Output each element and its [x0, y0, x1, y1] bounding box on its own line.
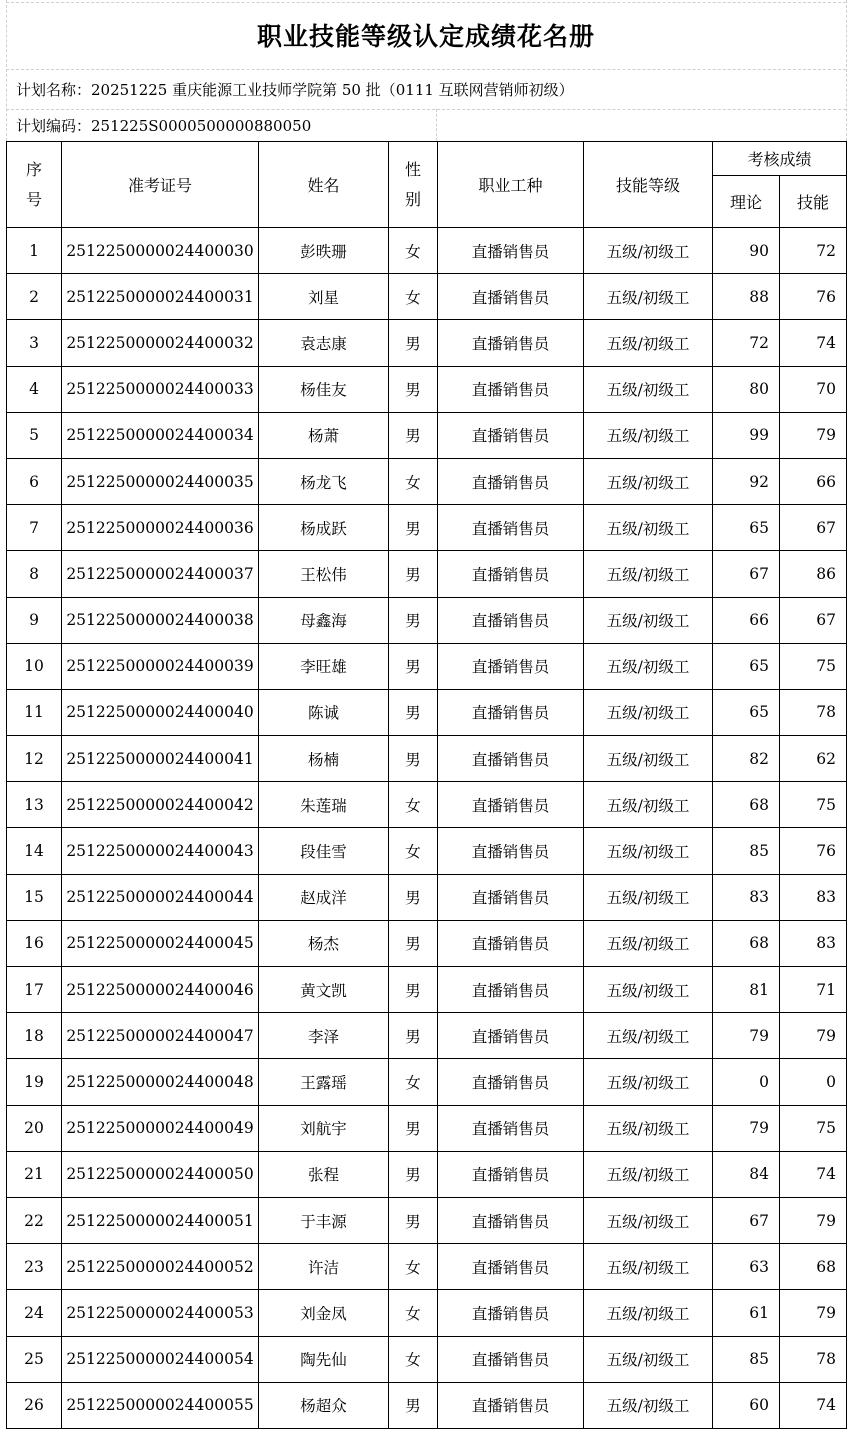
cell-gender: 男: [389, 1197, 438, 1243]
cell-exam-id: 2512250000024400053: [62, 1290, 259, 1336]
table-row: [7, 1105, 847, 1151]
cell-gender: 女: [389, 1244, 438, 1290]
table-row: [7, 643, 847, 689]
cell-occupation: 直播销售员: [438, 1105, 584, 1151]
table-row: [7, 228, 847, 274]
cell-occupation: 直播销售员: [438, 228, 584, 274]
cell-seq: 26: [7, 1382, 62, 1428]
table-row: [7, 274, 847, 320]
cell-skill: 83: [780, 920, 847, 966]
cell-occupation: 直播销售员: [438, 967, 584, 1013]
cell-gender: 女: [389, 274, 438, 320]
cell-exam-id: 2512250000024400050: [62, 1151, 259, 1197]
cell-seq: 20: [7, 1105, 62, 1151]
cell-exam-id: 2512250000024400042: [62, 782, 259, 828]
cell-occupation: 直播销售员: [438, 874, 584, 920]
cell-theory: 0: [713, 1059, 780, 1105]
cell-seq: 8: [7, 551, 62, 597]
cell-skill: 0: [780, 1059, 847, 1105]
cell-skill: 76: [780, 274, 847, 320]
cell-theory: 65: [713, 643, 780, 689]
cell-exam-id: 2512250000024400047: [62, 1013, 259, 1059]
cell-exam-id: 2512250000024400031: [62, 274, 259, 320]
cell-level: 五级/初级工: [584, 274, 713, 320]
cell-level: 五级/初级工: [584, 320, 713, 366]
cell-occupation: 直播销售员: [438, 1151, 584, 1197]
plan-name: 计划名称：20251225 重庆能源工业技师学院第 50 批（0111 互联网营销师初级）: [16, 81, 574, 99]
cell-name: 于丰源: [259, 1197, 389, 1243]
cell-skill: 71: [780, 967, 847, 1013]
cell-skill: 62: [780, 736, 847, 782]
cell-exam-id: 2512250000024400051: [62, 1197, 259, 1243]
cell-theory: 92: [713, 458, 780, 504]
cell-theory: 67: [713, 1197, 780, 1243]
table-row: [7, 782, 847, 828]
cell-skill: 76: [780, 828, 847, 874]
cell-gender: 女: [389, 228, 438, 274]
cell-occupation: 直播销售员: [438, 828, 584, 874]
cell-level: 五级/初级工: [584, 458, 713, 504]
cell-name: 李泽: [259, 1013, 389, 1059]
header-name: 姓名: [259, 142, 389, 228]
table-row: [7, 874, 847, 920]
cell-name: 王松伟: [259, 551, 389, 597]
cell-skill: 67: [780, 597, 847, 643]
cell-theory: 65: [713, 505, 780, 551]
cell-level: 五级/初级工: [584, 874, 713, 920]
cell-seq: 10: [7, 643, 62, 689]
cell-name: 刘航宇: [259, 1105, 389, 1151]
cell-name: 黄文凯: [259, 967, 389, 1013]
cell-skill: 70: [780, 366, 847, 412]
cell-seq: 13: [7, 782, 62, 828]
cell-occupation: 直播销售员: [438, 1290, 584, 1336]
cell-seq: 4: [7, 366, 62, 412]
cell-occupation: 直播销售员: [438, 920, 584, 966]
cell-name: 袁志康: [259, 320, 389, 366]
cell-exam-id: 2512250000024400048: [62, 1059, 259, 1105]
cell-theory: 80: [713, 366, 780, 412]
cell-exam-id: 2512250000024400034: [62, 412, 259, 458]
table-row: [7, 551, 847, 597]
cell-seq: 16: [7, 920, 62, 966]
cell-name: 许洁: [259, 1244, 389, 1290]
cell-level: 五级/初级工: [584, 1336, 713, 1382]
cell-seq: 23: [7, 1244, 62, 1290]
cell-exam-id: 2512250000024400054: [62, 1336, 259, 1382]
cell-level: 五级/初级工: [584, 1197, 713, 1243]
cell-occupation: 直播销售员: [438, 458, 584, 504]
grid-line: [436, 109, 437, 141]
cell-theory: 68: [713, 920, 780, 966]
table-row: [7, 412, 847, 458]
cell-gender: 男: [389, 1105, 438, 1151]
cell-occupation: 直播销售员: [438, 643, 584, 689]
table-row: [7, 828, 847, 874]
cell-gender: 男: [389, 320, 438, 366]
cell-theory: 88: [713, 274, 780, 320]
cell-skill: 78: [780, 689, 847, 735]
cell-gender: 男: [389, 736, 438, 782]
cell-seq: 21: [7, 1151, 62, 1197]
cell-name: 张程: [259, 1151, 389, 1197]
score-table: [6, 141, 847, 1429]
cell-exam-id: 2512250000024400044: [62, 874, 259, 920]
cell-skill: 68: [780, 1244, 847, 1290]
cell-occupation: 直播销售员: [438, 1244, 584, 1290]
cell-level: 五级/初级工: [584, 1105, 713, 1151]
cell-level: 五级/初级工: [584, 689, 713, 735]
table-row: [7, 320, 847, 366]
cell-skill: 74: [780, 1151, 847, 1197]
cell-name: 陶先仙: [259, 1336, 389, 1382]
table-row: [7, 689, 847, 735]
cell-skill: 67: [780, 505, 847, 551]
cell-occupation: 直播销售员: [438, 320, 584, 366]
cell-name: 杨龙飞: [259, 458, 389, 504]
cell-theory: 66: [713, 597, 780, 643]
cell-level: 五级/初级工: [584, 643, 713, 689]
cell-level: 五级/初级工: [584, 1244, 713, 1290]
cell-level: 五级/初级工: [584, 1013, 713, 1059]
table-row: [7, 1151, 847, 1197]
cell-seq: 5: [7, 412, 62, 458]
cell-theory: 99: [713, 412, 780, 458]
cell-gender: 男: [389, 551, 438, 597]
cell-name: 刘星: [259, 274, 389, 320]
cell-skill: 75: [780, 1105, 847, 1151]
cell-seq: 9: [7, 597, 62, 643]
cell-seq: 3: [7, 320, 62, 366]
cell-theory: 84: [713, 1151, 780, 1197]
cell-gender: 女: [389, 1336, 438, 1382]
table-row: [7, 366, 847, 412]
cell-occupation: 直播销售员: [438, 689, 584, 735]
cell-gender: 女: [389, 458, 438, 504]
cell-level: 五级/初级工: [584, 1059, 713, 1105]
cell-skill: 79: [780, 1197, 847, 1243]
cell-occupation: 直播销售员: [438, 505, 584, 551]
table-row: [7, 597, 847, 643]
cell-exam-id: 2512250000024400039: [62, 643, 259, 689]
cell-name: 陈诚: [259, 689, 389, 735]
cell-gender: 男: [389, 597, 438, 643]
cell-gender: 男: [389, 689, 438, 735]
header-exam-id: 准考证号: [62, 142, 259, 228]
table-row: [7, 1382, 847, 1428]
cell-seq: 6: [7, 458, 62, 504]
cell-occupation: 直播销售员: [438, 366, 584, 412]
cell-exam-id: 2512250000024400046: [62, 967, 259, 1013]
cell-theory: 63: [713, 1244, 780, 1290]
cell-skill: 86: [780, 551, 847, 597]
cell-skill: 79: [780, 1290, 847, 1336]
cell-level: 五级/初级工: [584, 828, 713, 874]
cell-name: 杨萧: [259, 412, 389, 458]
table-row: [7, 1059, 847, 1105]
cell-skill: 74: [780, 1382, 847, 1428]
cell-seq: 22: [7, 1197, 62, 1243]
cell-gender: 女: [389, 1290, 438, 1336]
cell-level: 五级/初级工: [584, 597, 713, 643]
cell-skill: 75: [780, 643, 847, 689]
cell-theory: 81: [713, 967, 780, 1013]
cell-theory: 85: [713, 828, 780, 874]
cell-theory: 79: [713, 1013, 780, 1059]
cell-exam-id: 2512250000024400055: [62, 1382, 259, 1428]
table-row: [7, 967, 847, 1013]
page-title: 职业技能等级认定成绩花名册: [256, 22, 595, 51]
cell-seq: 11: [7, 689, 62, 735]
cell-name: 赵成洋: [259, 874, 389, 920]
header-row: [7, 142, 847, 176]
table-row: [7, 458, 847, 504]
cell-level: 五级/初级工: [584, 551, 713, 597]
header-seq: 序 号: [7, 142, 62, 228]
cell-theory: 68: [713, 782, 780, 828]
cell-name: 彭昳珊: [259, 228, 389, 274]
cell-seq: 7: [7, 505, 62, 551]
cell-theory: 83: [713, 874, 780, 920]
cell-theory: 61: [713, 1290, 780, 1336]
table-row: [7, 736, 847, 782]
cell-name: 杨楠: [259, 736, 389, 782]
table-row: [7, 1013, 847, 1059]
cell-skill: 79: [780, 1013, 847, 1059]
cell-skill: 78: [780, 1336, 847, 1382]
cell-level: 五级/初级工: [584, 967, 713, 1013]
cell-skill: 72: [780, 228, 847, 274]
cell-occupation: 直播销售员: [438, 1059, 584, 1105]
table-row: [7, 505, 847, 551]
plan-code: 计划编码：251225S0000500000880050: [16, 117, 312, 135]
cell-seq: 19: [7, 1059, 62, 1105]
cell-level: 五级/初级工: [584, 228, 713, 274]
cell-level: 五级/初级工: [584, 1290, 713, 1336]
cell-exam-id: 2512250000024400030: [62, 228, 259, 274]
table-row: [7, 1336, 847, 1382]
cell-gender: 男: [389, 505, 438, 551]
cell-seq: 17: [7, 967, 62, 1013]
cell-exam-id: 2512250000024400043: [62, 828, 259, 874]
cell-occupation: 直播销售员: [438, 1336, 584, 1382]
header-skill: 技能: [780, 176, 847, 228]
cell-name: 刘金凤: [259, 1290, 389, 1336]
cell-seq: 25: [7, 1336, 62, 1382]
cell-exam-id: 2512250000024400040: [62, 689, 259, 735]
cell-level: 五级/初级工: [584, 782, 713, 828]
cell-gender: 男: [389, 643, 438, 689]
grid-line: [6, 109, 846, 110]
cell-exam-id: 2512250000024400033: [62, 366, 259, 412]
cell-theory: 82: [713, 736, 780, 782]
cell-occupation: 直播销售员: [438, 412, 584, 458]
cell-exam-id: 2512250000024400037: [62, 551, 259, 597]
cell-gender: 男: [389, 1382, 438, 1428]
cell-name: 杨佳友: [259, 366, 389, 412]
cell-level: 五级/初级工: [584, 1151, 713, 1197]
cell-name: 王露瑶: [259, 1059, 389, 1105]
cell-skill: 66: [780, 458, 847, 504]
header-level: 技能等级: [584, 142, 713, 228]
cell-theory: 85: [713, 1336, 780, 1382]
cell-theory: 90: [713, 228, 780, 274]
cell-name: 杨超众: [259, 1382, 389, 1428]
cell-seq: 12: [7, 736, 62, 782]
table-row: [7, 920, 847, 966]
cell-level: 五级/初级工: [584, 736, 713, 782]
table-row: [7, 1290, 847, 1336]
cell-occupation: 直播销售员: [438, 1197, 584, 1243]
cell-exam-id: 2512250000024400045: [62, 920, 259, 966]
cell-gender: 女: [389, 782, 438, 828]
header-theory: 理论: [713, 176, 780, 228]
cell-level: 五级/初级工: [584, 505, 713, 551]
cell-exam-id: 2512250000024400032: [62, 320, 259, 366]
header-occupation: 职业工种: [438, 142, 584, 228]
cell-name: 杨杰: [259, 920, 389, 966]
cell-gender: 男: [389, 874, 438, 920]
table-body: [7, 228, 847, 1429]
cell-occupation: 直播销售员: [438, 551, 584, 597]
cell-theory: 72: [713, 320, 780, 366]
cell-level: 五级/初级工: [584, 412, 713, 458]
cell-occupation: 直播销售员: [438, 274, 584, 320]
cell-skill: 74: [780, 320, 847, 366]
cell-seq: 2: [7, 274, 62, 320]
grid-line: [6, 69, 846, 70]
cell-gender: 女: [389, 828, 438, 874]
cell-seq: 18: [7, 1013, 62, 1059]
cell-level: 五级/初级工: [584, 366, 713, 412]
cell-skill: 83: [780, 874, 847, 920]
cell-gender: 女: [389, 1059, 438, 1105]
cell-occupation: 直播销售员: [438, 1013, 584, 1059]
cell-gender: 男: [389, 967, 438, 1013]
cell-gender: 男: [389, 412, 438, 458]
cell-exam-id: 2512250000024400038: [62, 597, 259, 643]
cell-gender: 男: [389, 1151, 438, 1197]
cell-level: 五级/初级工: [584, 1382, 713, 1428]
cell-gender: 男: [389, 1013, 438, 1059]
cell-gender: 男: [389, 920, 438, 966]
cell-seq: 15: [7, 874, 62, 920]
cell-skill: 75: [780, 782, 847, 828]
cell-name: 母鑫海: [259, 597, 389, 643]
cell-exam-id: 2512250000024400049: [62, 1105, 259, 1151]
header-score-group: 考核成绩: [713, 142, 847, 176]
cell-name: 段佳雪: [259, 828, 389, 874]
cell-seq: 24: [7, 1290, 62, 1336]
cell-exam-id: 2512250000024400041: [62, 736, 259, 782]
cell-name: 朱莲瑞: [259, 782, 389, 828]
cell-seq: 14: [7, 828, 62, 874]
cell-exam-id: 2512250000024400052: [62, 1244, 259, 1290]
table-row: [7, 1197, 847, 1243]
cell-exam-id: 2512250000024400035: [62, 458, 259, 504]
cell-name: 杨成跃: [259, 505, 389, 551]
cell-theory: 65: [713, 689, 780, 735]
cell-occupation: 直播销售员: [438, 736, 584, 782]
cell-theory: 79: [713, 1105, 780, 1151]
cell-occupation: 直播销售员: [438, 597, 584, 643]
cell-theory: 60: [713, 1382, 780, 1428]
cell-occupation: 直播销售员: [438, 782, 584, 828]
grid-line: [846, 0, 847, 141]
cell-gender: 男: [389, 366, 438, 412]
cell-seq: 1: [7, 228, 62, 274]
cell-occupation: 直播销售员: [438, 1382, 584, 1428]
cell-exam-id: 2512250000024400036: [62, 505, 259, 551]
header-gender: 性 别: [389, 142, 438, 228]
cell-name: 李旺雄: [259, 643, 389, 689]
table-row: [7, 1244, 847, 1290]
cell-level: 五级/初级工: [584, 920, 713, 966]
cell-theory: 67: [713, 551, 780, 597]
cell-skill: 79: [780, 412, 847, 458]
